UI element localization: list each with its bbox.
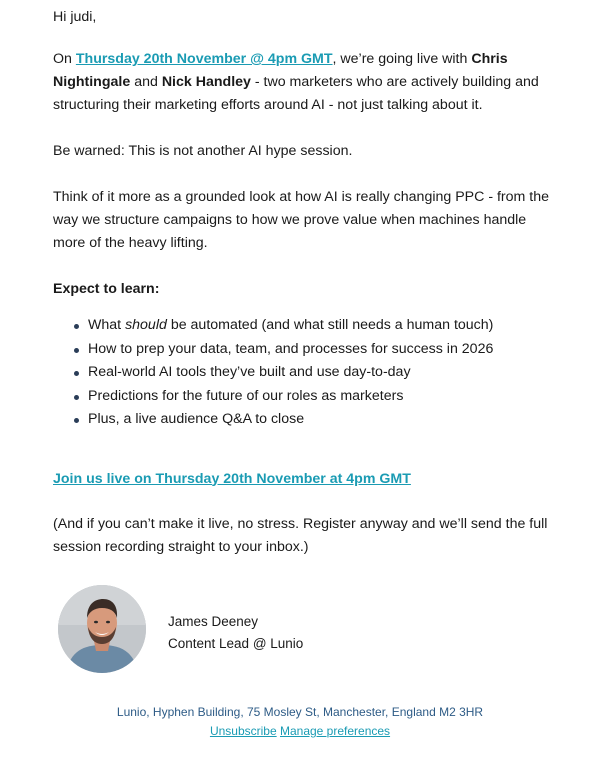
learn-item-0-pre: What bbox=[88, 317, 126, 333]
email-signature bbox=[58, 585, 458, 675]
learn-item: Real-world AI tools they’ve built and use day-to-day bbox=[88, 361, 553, 385]
manage-preferences-link[interactable]: Manage preferences bbox=[279, 724, 391, 738]
email-body bbox=[53, 6, 553, 559]
join-live-link[interactable]: Join us live on Thursday 20th November at 4pm GMT bbox=[53, 470, 411, 487]
learn-item: Plus, a live audience Q&A to close bbox=[88, 408, 553, 432]
recording-note: (And if you can’t make it live, no stress. Register anyway and we’ll send the full session recording straight to your inbox.) bbox=[53, 515, 548, 555]
warning-text: Be warned: This is not another AI hype session. bbox=[53, 143, 353, 159]
description-paragraph: Think of it more as a grounded look at how AI is really changing PPC - from the way we structure campaigns to how we prove value when machines handle more of the heavy lifting. bbox=[53, 189, 550, 251]
intro-mid1: , we’re going live with bbox=[332, 51, 472, 67]
intro-mid2: and bbox=[130, 74, 162, 90]
avatar-photo bbox=[58, 585, 146, 673]
learn-item: How to prep your data, team, and processes for success in 2026 bbox=[88, 338, 553, 362]
learn-item-0-emphasis: should bbox=[125, 317, 167, 333]
email-footer bbox=[0, 703, 600, 741]
signature-role: Content Lead @ Lunio bbox=[168, 636, 304, 651]
unsubscribe-link[interactable]: Unsubscribe bbox=[209, 724, 277, 738]
greeting: Hi judi, bbox=[53, 9, 97, 25]
footer-address: Lunio, Hyphen Building, 75 Mosley St, Manchester, England M2 3HR bbox=[116, 705, 484, 719]
intro-suffix: - two marketers who are actively building and structuring their marketing efforts around AI - not just talking about it. bbox=[53, 74, 539, 113]
learn-item: Predictions for the future of our roles as marketers bbox=[88, 385, 553, 409]
event-date-link[interactable]: Thursday 20th November @ 4pm GMT bbox=[75, 51, 333, 67]
cta-paragraph bbox=[53, 468, 553, 491]
signature-text bbox=[168, 611, 303, 655]
speaker2-name: Nick Handley bbox=[161, 74, 251, 90]
intro-prefix: On bbox=[53, 51, 76, 67]
learn-list bbox=[53, 314, 553, 432]
expect-heading: Expect to learn: bbox=[53, 281, 160, 297]
learn-item-0-post: be automated (and what still needs a human touch) bbox=[166, 317, 494, 333]
speaker1-name: Chris Nightingale bbox=[53, 51, 508, 90]
footer-links bbox=[0, 722, 600, 741]
signature-name: James Deeney bbox=[168, 614, 259, 629]
learn-item bbox=[88, 314, 553, 338]
avatar bbox=[58, 585, 146, 673]
intro-paragraph bbox=[53, 48, 553, 117]
